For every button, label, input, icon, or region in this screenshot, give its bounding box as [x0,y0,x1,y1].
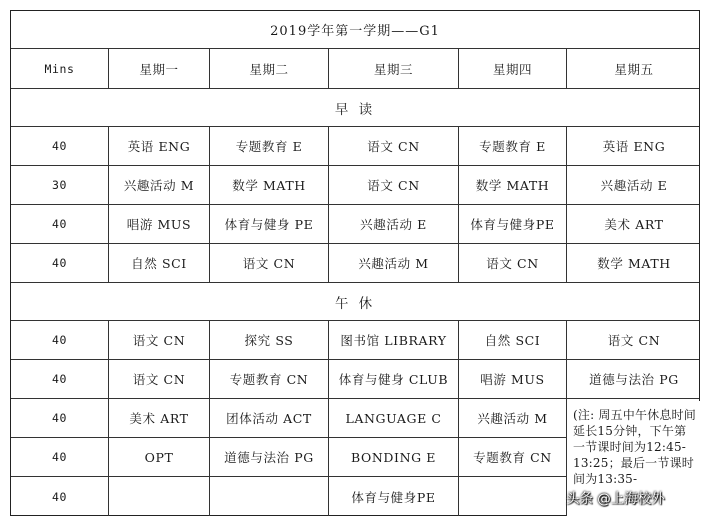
header-tuesday: 星期二 [210,49,329,88]
class-cell-tuesday: 团体活动 ACT [210,399,329,437]
class-cell-friday: 兴趣活动 E [600,178,668,193]
friday-schedule-note: (注: 周五中午休息时间延长15分钟，下午第一节课时间为12:45-13:25；最后一节课时间为13:35- [567,401,701,517]
header-friday: 星期五 [614,61,654,77]
class-cell-tuesday: 专题教育 E [210,127,329,165]
class-cell-monday: OPT [109,438,210,476]
class-cell-thursday: 自然 SCI [459,321,567,359]
period-minutes: 40 [11,399,109,437]
class-cell-monday: 英语 ENG [109,127,210,165]
class-cell-monday: 语文 CN [109,321,210,359]
morning-reading-label: 早 读 [334,101,376,118]
timetable [10,10,700,516]
table-row [11,244,699,283]
table-row [11,360,699,399]
class-cell-wednesday: 语文 CN [329,127,459,165]
period-minutes: 40 [11,127,109,165]
class-cell-wednesday: BONDING E [329,438,459,476]
class-cell-thursday [459,477,567,516]
noon-break-label: 午 休 [334,295,376,312]
period-minutes: 40 [11,321,109,359]
period-minutes: 40 [11,244,109,282]
class-cell-friday: 道德与法治 PG [589,372,679,387]
class-cell-monday [109,477,210,516]
class-cell-wednesday: 兴趣活动 E [329,205,459,243]
class-cell-monday: 兴趣活动 M [109,166,210,204]
class-cell-tuesday: 体育与健身 PE [210,205,329,243]
class-cell-wednesday: 图书馆 LIBRARY [329,321,459,359]
timetable-title: 2019学年第一学期——G1 [270,24,440,39]
class-cell-tuesday: 探究 SS [210,321,329,359]
header-monday: 星期一 [109,49,210,88]
class-cell-monday: 自然 SCI [109,244,210,282]
class-cell-monday: 唱游 MUS [109,205,210,243]
class-cell-friday: 美术 ART [604,217,664,232]
class-cell-thursday: 专题教育 CN [459,438,567,476]
title-row [11,11,699,49]
header-mins: Mins [11,49,109,88]
period-minutes: 40 [11,360,109,398]
table-row [11,205,699,244]
class-cell-thursday: 体育与健身PE [459,205,567,243]
class-cell-thursday: 兴趣活动 M [459,399,567,437]
class-cell-wednesday: LANGUAGE C [329,399,459,437]
class-cell-tuesday: 语文 CN [210,244,329,282]
noon-break-row [11,283,699,321]
class-cell-wednesday: 体育与健身PE [329,477,459,516]
class-cell-tuesday: 专题教育 CN [210,360,329,398]
morning-reading-row [11,89,699,127]
header-row [11,49,699,89]
class-cell-thursday: 唱游 MUS [459,360,567,398]
class-cell-tuesday: 道德与法治 PG [210,438,329,476]
source-watermark: 头条 @上海校外 [566,491,665,507]
class-cell-thursday: 数学 MATH [459,166,567,204]
class-cell-wednesday: 语文 CN [329,166,459,204]
period-minutes: 40 [11,477,109,516]
class-cell-tuesday [210,477,329,516]
class-cell-friday: 数学 MATH [597,256,671,271]
class-cell-monday: 语文 CN [109,360,210,398]
class-cell-wednesday: 体育与健身 CLUB [329,360,459,398]
class-cell-wednesday: 兴趣活动 M [329,244,459,282]
table-row [11,321,699,360]
header-wednesday: 星期三 [329,49,459,88]
class-cell-tuesday: 数学 MATH [210,166,329,204]
table-row [11,166,699,205]
table-row [11,127,699,166]
class-cell-friday: 英语 ENG [602,139,666,154]
class-cell-monday: 美术 ART [109,399,210,437]
period-minutes: 40 [11,438,109,476]
header-thursday: 星期四 [459,49,567,88]
class-cell-thursday: 语文 CN [459,244,567,282]
class-cell-thursday: 专题教育 E [459,127,567,165]
period-minutes: 40 [11,205,109,243]
class-cell-friday: 语文 CN [607,333,661,348]
period-minutes: 30 [11,166,109,204]
